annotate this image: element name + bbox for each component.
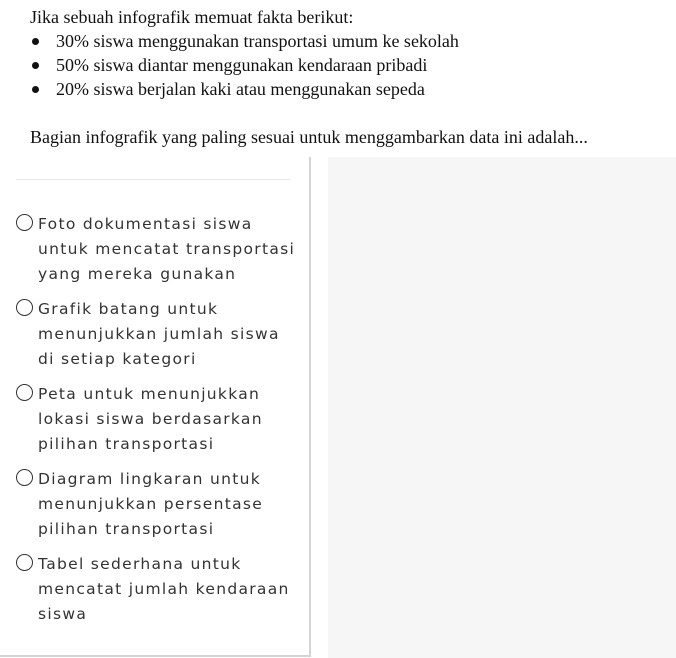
answer-options-panel bbox=[0, 157, 311, 657]
fact-item bbox=[30, 29, 459, 53]
answer-option-label: Diagram lingkaran untuk menunjukkan persentase pilihan transportasi bbox=[38, 470, 264, 538]
answer-option-label: Tabel sederhana untuk mencatat jumlah kendaraan siswa bbox=[38, 555, 290, 623]
bullet-icon bbox=[32, 62, 39, 69]
divider bbox=[16, 179, 290, 180]
fact-text: 50% siswa diantar menggunakan kendaraan pribadi bbox=[56, 55, 428, 75]
fact-list bbox=[30, 29, 459, 101]
fact-text: 20% siswa berjalan kaki atau menggunakan sepeda bbox=[56, 79, 425, 99]
fact-item bbox=[30, 53, 459, 77]
radio-button-icon[interactable] bbox=[16, 554, 33, 571]
bullet-icon bbox=[32, 86, 39, 93]
radio-button-icon[interactable] bbox=[16, 299, 33, 316]
question-prompt: Bagian infografik yang paling sesuai untuk menggambarkan data ini adalah... bbox=[30, 127, 588, 147]
radio-button-icon[interactable] bbox=[16, 214, 33, 231]
answer-option-label: Grafik batang untuk menunjukkan jumlah siswa di setiap kategori bbox=[38, 300, 280, 368]
content-panel bbox=[328, 157, 676, 658]
fact-text: 30% siswa menggunakan transportasi umum ke sekolah bbox=[56, 31, 459, 51]
radio-button-icon[interactable] bbox=[16, 469, 33, 486]
question-intro: Jika sebuah infografik memuat fakta berikut: bbox=[30, 7, 354, 27]
fact-item bbox=[30, 77, 459, 101]
radio-button-icon[interactable] bbox=[16, 384, 33, 401]
answer-option-label: Foto dokumentasi siswa untuk mencatat transportasi yang mereka gunakan bbox=[38, 215, 296, 283]
answer-option-label: Peta untuk menunjukkan lokasi siswa berdasarkan pilihan transportasi bbox=[38, 385, 263, 453]
bullet-icon bbox=[32, 38, 39, 45]
